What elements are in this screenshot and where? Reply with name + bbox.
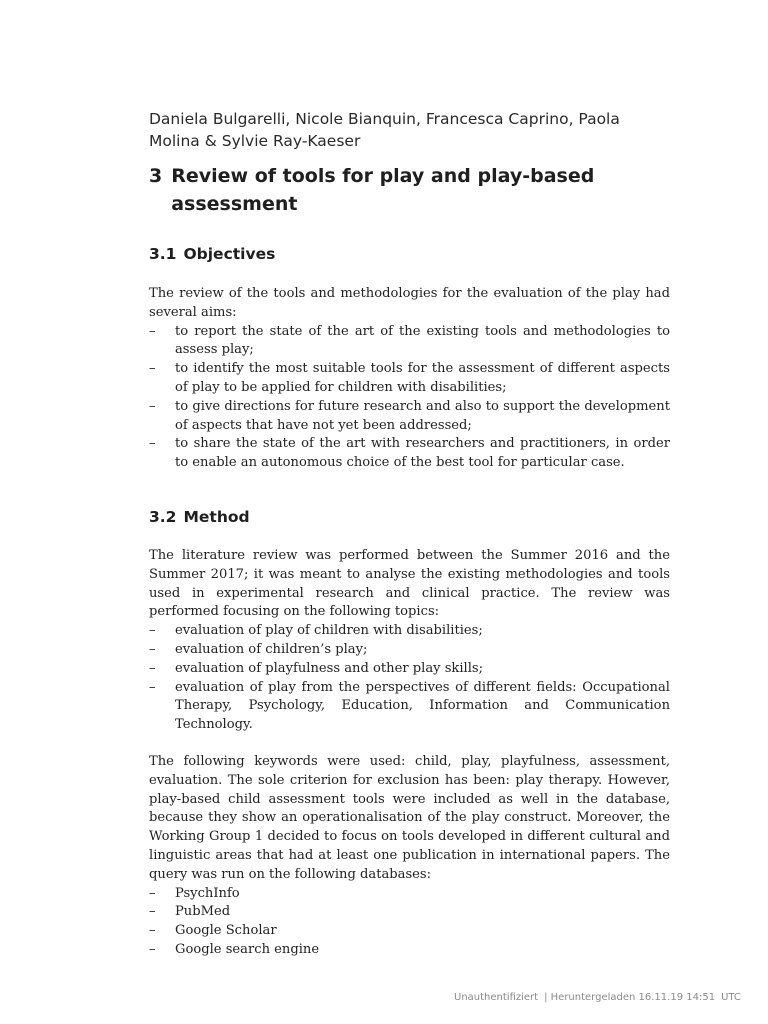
dash-bullet: – xyxy=(149,323,156,339)
dash-bullet: – xyxy=(149,923,156,939)
chapter-number: 3 xyxy=(149,165,163,187)
section-number: 3.2 xyxy=(149,507,177,526)
objectives-intro: The review of the tools and methodologies for the evaluation of the play had several aims: xyxy=(149,286,670,320)
dash-bullet: – xyxy=(149,941,156,957)
dash-bullet: – xyxy=(149,361,156,377)
list-item: – to share the state of the art with researchers and practitioners, in order to enable an autonomous choice of the best tool for particular case. xyxy=(149,436,670,471)
dash-bullet: – xyxy=(149,436,156,452)
download-timestamp: | Heruntergeladen 16.11.19 14:51 xyxy=(544,992,716,1003)
objectives-list xyxy=(149,323,670,473)
list-item: – evaluation of playfulness and other play skills; xyxy=(149,660,670,679)
authors-line: Daniela Bulgarelli, Nicole Bianquin, Francesca Caprino, Paola Molina & Sylvie Ray-Kaeser xyxy=(149,110,620,150)
timezone-label: UTC xyxy=(721,992,741,1003)
dash-bullet: – xyxy=(149,641,156,657)
list-item: – PsychInfo xyxy=(149,885,670,904)
list-item: – Google search engine xyxy=(149,941,670,960)
databases-list xyxy=(149,885,670,960)
list-item: – to identify the most suitable tools for the assessment of different aspects of play to be applied for children with disabilities; xyxy=(149,361,670,395)
list-item: – evaluation of play of children with disabilities; xyxy=(149,622,670,641)
topics-list xyxy=(149,622,670,735)
section-heading-objectives xyxy=(149,243,670,265)
method-paragraph-2: The following keywords were used: child, play, playfulness, assessment, evaluation. The sole criterion for exclusion has been: play therapy. However, play-based child assessment tools were included as well in the database, because they show an operationalisation of the play construct. Moreover, the Working Group 1 decided to focus on tools developed in different cultural and linguistic areas that had at least one publication in international papers. The query was run on the following databases: xyxy=(149,753,670,882)
list-item: – evaluation of children’s play; xyxy=(149,641,670,660)
dash-bullet: – xyxy=(149,623,156,639)
chapter-title-text: Review of tools for play and play-based assessment xyxy=(171,165,595,215)
list-item: – to give directions for future research and also to support the development of aspects that have not yet been addressed; xyxy=(149,398,670,433)
method-intro: The literature review was performed between the Summer 2016 and the Summer 2017; it was meant to analyse the existing methodologies and tools used in experimental research and clinical practice. The review was performed focusing on the following topics: xyxy=(149,547,670,620)
dash-bullet: – xyxy=(149,398,156,414)
section-heading-method xyxy=(149,506,670,528)
list-item: – to report the state of the art of the existing tools and methodologies to assess play; xyxy=(149,323,670,358)
chapter-title xyxy=(149,162,670,218)
list-item: – PubMed xyxy=(149,903,670,922)
list-item: – evaluation of play from the perspectives of different fields: Occupational Therapy, Psychology, Education, Information and Communication Technology. xyxy=(149,679,670,733)
dash-bullet: – xyxy=(149,660,156,676)
list-item: – Google Scholar xyxy=(149,922,670,941)
document-page xyxy=(149,108,670,960)
section-number: 3.1 xyxy=(149,245,177,263)
dash-bullet: – xyxy=(149,679,156,695)
download-footer xyxy=(454,992,747,1003)
auth-status: Unauthentifiziert xyxy=(454,992,539,1003)
dash-bullet: – xyxy=(149,885,156,901)
dash-bullet: – xyxy=(149,904,156,920)
section-title: Method xyxy=(183,507,250,526)
section-title: Objectives xyxy=(183,245,276,263)
